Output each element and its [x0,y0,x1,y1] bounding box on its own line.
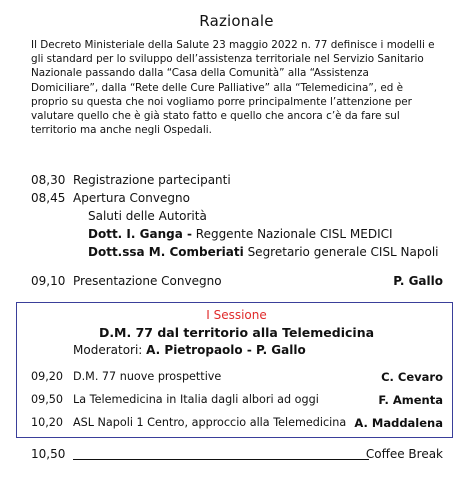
speaker-name: P. Gallo [393,274,443,288]
program-item-text: Presentazione Convegno [73,274,222,288]
speaker-name: C. Cevaro [381,370,443,384]
time-label: 09,10 [31,274,66,288]
time-label: 09,50 [31,393,64,406]
speaker-line-2 [88,243,439,261]
program-item-text: Registrazione partecipanti [73,173,231,187]
session-item-text: D.M. 77 nuove prospettive [73,370,222,383]
intro-line: Domiciliare”, dalla “Rete delle Cure Palliative” alla “Telemedicina”, ed è [31,81,404,94]
dotted-leader-line [73,459,369,460]
session-item-text: ASL Napoli 1 Centro, approccio alla Telemedicina [73,416,347,429]
coffee-break-text: Coffee Break [365,447,443,461]
session-row [0,415,473,431]
intro-line: valutare quello che è già stato fatto e quello che ancora c’è da fare sul [31,110,400,123]
speaker-name: Dott. I. Ganga - [88,227,192,241]
session-label: I Sessione [206,308,267,322]
moderators-label: Moderatori: [73,343,147,357]
time-label: 08,30 [31,173,66,187]
intro-line: territorio ma anche negli Ospedali. [31,124,212,137]
intro-line: Il Decreto Ministeriale della Salute 23 maggio 2022 n. 77 definisce i modelli e [31,39,435,51]
session-row [0,369,473,385]
moderators-line [73,343,306,357]
time-label: 08,45 [31,191,66,205]
intro-line: gli standard per lo sviluppo dell’assistenza territoriale nel Servizio Sanitario [31,53,424,66]
time-label: 10,50 [31,447,66,461]
speaker-role: Segretario generale CISL Napoli [243,245,439,259]
program-item-text: Apertura Convegno [73,191,190,205]
time-label: 10,20 [31,416,64,429]
session-row [0,392,473,408]
session-item-text: La Telemedicina in Italia dagli albori ad oggi [73,393,319,406]
intro-title: Razionale [199,12,274,30]
program-row-presentation [0,272,473,290]
intro-line: Nazionale passando dalla “Casa della Comunità” alla “Assistenza [31,67,369,80]
program-row-coffee-break [0,445,473,463]
intro-line: proprio su questa che noi vogliamo porre principalmente l’attenzione per [31,95,412,108]
intro-paragraph [31,38,447,137]
speaker-line-1 [88,225,393,243]
session-title: D.M. 77 dal territorio alla Telemedicina [98,325,375,340]
greetings-text: Saluti delle Autorità [88,209,207,223]
speaker-name: Dott.ssa M. Comberiati [88,245,244,259]
time-label: 09,20 [31,370,64,383]
speaker-name: A. Maddalena [354,416,443,430]
moderators-names: A. Pietropaolo - P. Gallo [146,343,306,357]
speaker-name: F. Amenta [378,393,443,407]
speaker-role: Reggente Nazionale CISL MEDICI [191,227,393,241]
